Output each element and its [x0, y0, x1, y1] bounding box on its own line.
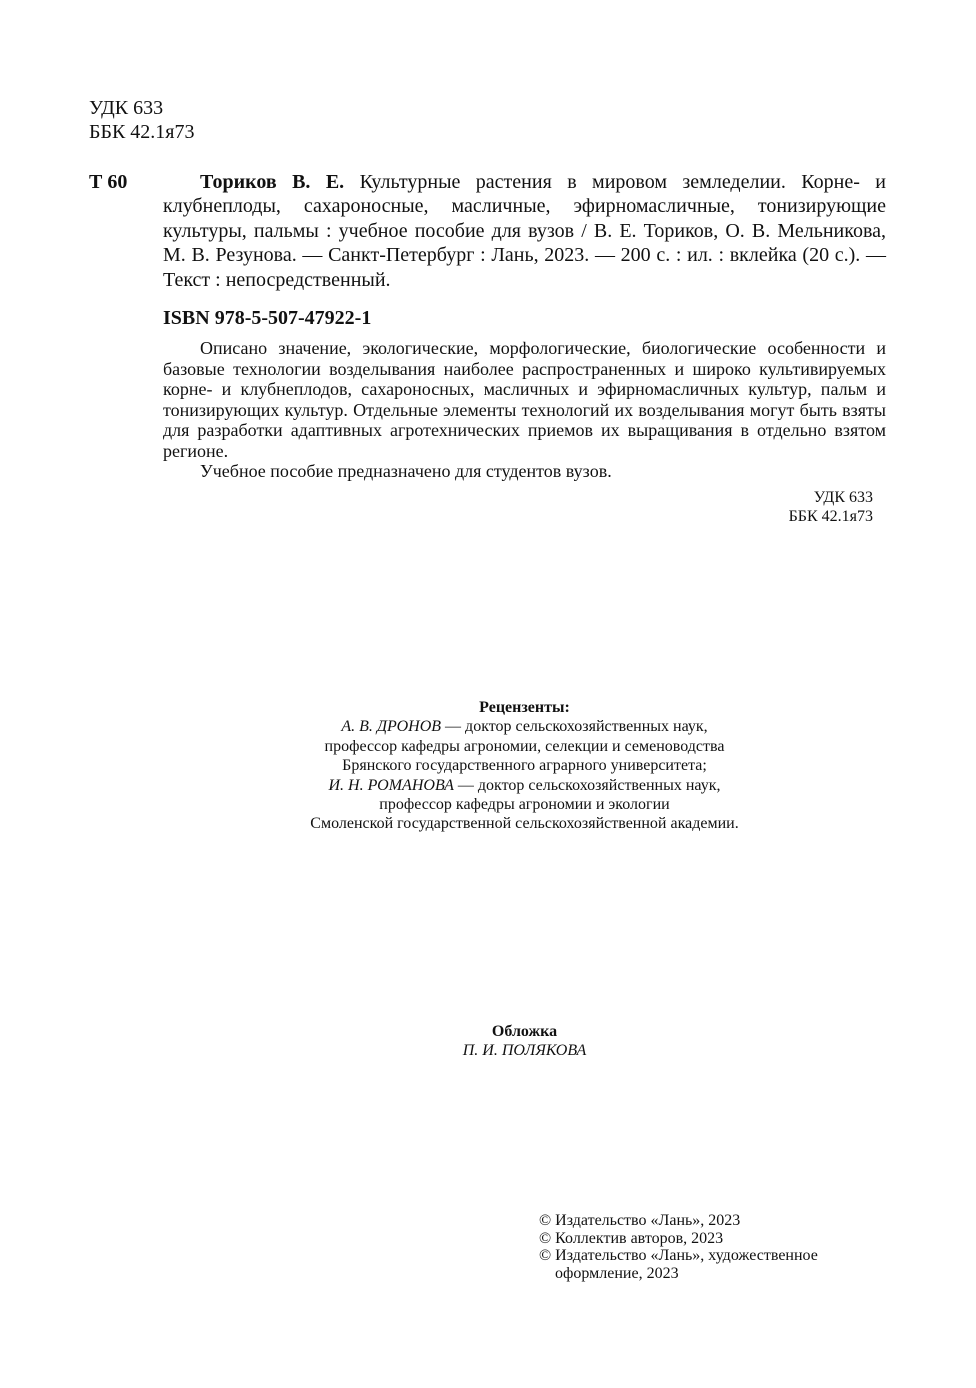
- classification-top: [89, 96, 195, 144]
- author-name: Ториков В. Е.: [200, 171, 345, 193]
- isbn: ISBN 978-5-507-47922-1: [163, 307, 372, 329]
- bibliographic-record: [163, 170, 886, 292]
- bbk-code: ББК 42.1я73: [788, 508, 873, 525]
- udk-code: УДК 633: [813, 489, 873, 506]
- reviewer-degree: — доктор сельскохозяйственных наук,: [453, 776, 721, 794]
- cover-heading: Обложка: [491, 1023, 558, 1040]
- reviewer-line: [163, 776, 886, 795]
- author-mark: Т 60: [89, 171, 128, 193]
- record-description: Культурные растения в мировом земледелии. Корне- и клубнеплоды, сахароносные, масличные, эфирномасличные, тонизирующие культуры, пальмы : учебное пособие для вузов / В. Е. Ториков, О. В. Мельникова, М. В. Резунова. — Санкт-Петербург : Лань, 2023. — 200 с. : ил. : вклейка (20 с.). — Текст : непосредственный.: [163, 171, 886, 291]
- cover-designer: П. И. ПОЛЯКОВА: [462, 1042, 587, 1060]
- copyright-line: оформление, 2023: [555, 1264, 679, 1282]
- copyright-line: © Коллектив авторов, 2023: [539, 1229, 724, 1247]
- reviewer-name: И. Н. РОМАНОВА: [328, 776, 454, 794]
- udk-code: УДК 633: [89, 97, 164, 119]
- annotation-paragraph: Учебное пособие предназначено для студентов вузов.: [200, 461, 612, 481]
- bbk-code: ББК 42.1я73: [89, 121, 195, 143]
- annotation: [163, 338, 886, 482]
- annotation-paragraph: Описано значение, экологические, морфологические, биологические особенности и базовые технологии возделывания наиболее распространенных и широко культивируемых корне- и клубнеплодов, сахароносных, масличных и эфирномасличных культур, пальм и тонизирующих культур. Отдельные элементы технологий их возделывания могут быть взяты для разработки адаптивных агротехнических приемов их выращивания в отдельно взятом регионе.: [163, 338, 886, 461]
- cover-credit: [163, 1022, 886, 1061]
- reviewer-position: профессор кафедры агрономии, селекции и семеноводства: [324, 737, 725, 755]
- classification-right: [789, 488, 873, 526]
- copyright-block: [539, 1212, 818, 1282]
- reviewer-institution: Брянского государственного аграрного университета;: [342, 757, 707, 775]
- reviewers-heading: Рецензенты:: [479, 699, 570, 716]
- copyright-line: © Издательство «Лань», 2023: [539, 1212, 741, 1229]
- reviewer-name: А. В. ДРОНОВ: [341, 718, 442, 736]
- reviewer-degree: — доктор сельскохозяйственных наук,: [441, 718, 708, 736]
- reviewer-institution: Смоленской государственной сельскохозяйственной академии.: [310, 815, 739, 833]
- reviewers-block: [163, 698, 886, 834]
- reviewer-position: профессор кафедры агрономии и экологии: [379, 796, 670, 814]
- copyright-line: © Издательство «Лань», художественное: [539, 1247, 818, 1264]
- reviewer-line: [163, 717, 886, 736]
